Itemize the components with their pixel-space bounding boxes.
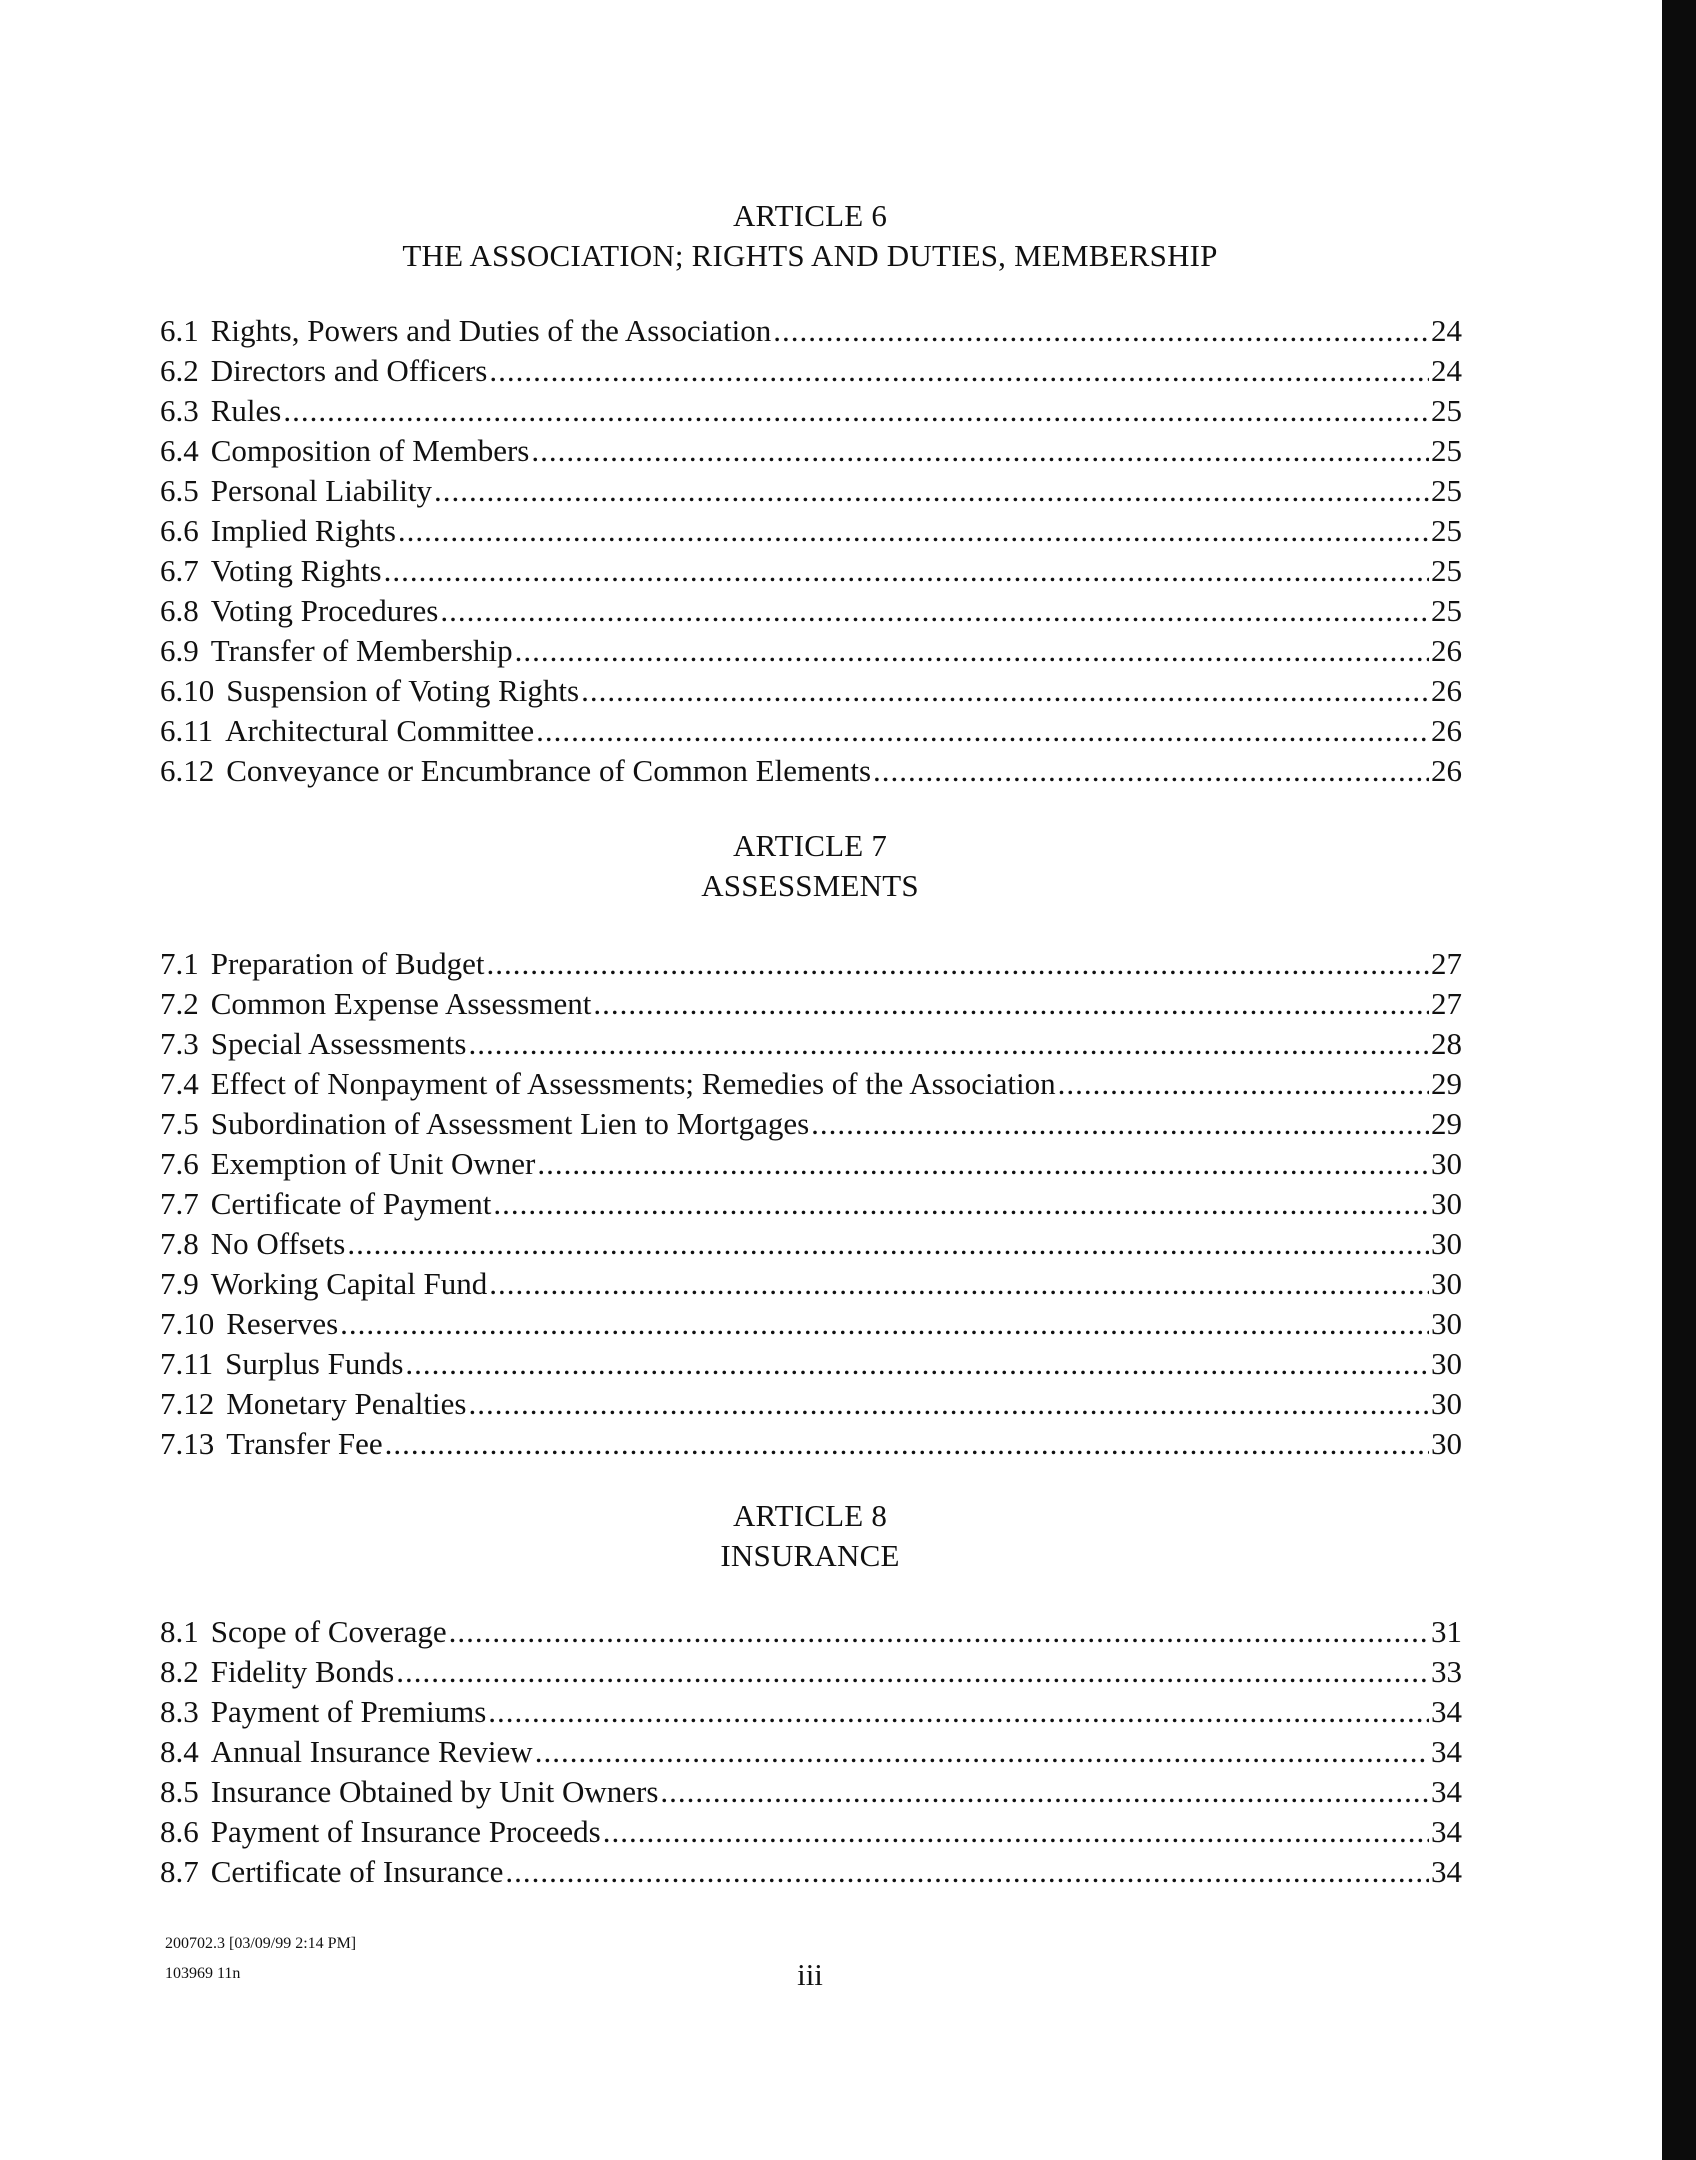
dot-leader [384, 551, 1429, 591]
article-7-subtitle: ASSESSMENTS [701, 868, 919, 903]
dot-leader [385, 1424, 1429, 1464]
toc-entry [160, 1384, 1462, 1424]
section-title: Transfer of Membership [210, 633, 513, 668]
dot-leader [468, 1384, 1429, 1424]
section-title: Surplus Funds [225, 1346, 404, 1381]
dot-leader [434, 471, 1429, 511]
dot-leader [488, 1692, 1429, 1732]
section-number: 7.4 [160, 1066, 199, 1101]
section-title: Certificate of Insurance [210, 1854, 504, 1889]
toc-entry [160, 431, 1462, 471]
section-title: Rights, Powers and Duties of the Association [210, 313, 772, 348]
article-8-title: ARTICLE 8 [732, 1498, 888, 1533]
section-number: 7.9 [160, 1266, 199, 1301]
article-6-subtitle: THE ASSOCIATION; RIGHTS AND DUTIES, MEMBERSHIP [402, 238, 1218, 273]
section-number: 7.6 [160, 1146, 199, 1181]
section-number: 8.6 [160, 1814, 199, 1849]
dot-leader [581, 671, 1429, 711]
section-title: Directors and Officers [210, 353, 488, 388]
dot-leader [811, 1104, 1429, 1144]
page-ref: 24 [1431, 353, 1462, 388]
section-number: 7.12 [160, 1386, 215, 1421]
dot-leader [283, 391, 1429, 431]
section-title: Architectural Committee [225, 713, 535, 748]
toc-entry [160, 944, 1462, 984]
section-title: Common Expense Assessment [210, 986, 592, 1021]
section-title: Preparation of Budget [210, 946, 485, 981]
section-number: 6.1 [160, 313, 199, 348]
toc-entry [160, 1184, 1462, 1224]
page-ref: 30 [1431, 1426, 1462, 1461]
section-title: Composition of Members [210, 433, 530, 468]
section-number: 8.1 [160, 1614, 199, 1649]
dot-leader [340, 1304, 1429, 1344]
page-ref: 33 [1431, 1654, 1462, 1689]
section-title: Payment of Insurance Proceeds [210, 1814, 601, 1849]
section-title: Personal Liability [210, 473, 433, 508]
toc-entry [160, 391, 1462, 431]
page-ref: 26 [1431, 713, 1462, 748]
section-number: 7.3 [160, 1026, 199, 1061]
section-number: 6.4 [160, 433, 199, 468]
toc-entry [160, 1424, 1462, 1464]
page-ref: 34 [1431, 1694, 1462, 1729]
toc-entry [160, 1224, 1462, 1264]
page-ref: 28 [1431, 1026, 1462, 1061]
dot-leader [347, 1224, 1429, 1264]
toc-entry [160, 1852, 1462, 1892]
section-number: 7.13 [160, 1426, 215, 1461]
section-number: 6.11 [160, 713, 214, 748]
page-ref: 29 [1431, 1106, 1462, 1141]
page-ref: 25 [1431, 593, 1462, 628]
dot-leader [536, 711, 1429, 751]
page-ref: 25 [1431, 513, 1462, 548]
article-7-title: ARTICLE 7 [732, 828, 888, 863]
section-number: 8.2 [160, 1654, 199, 1689]
page-number: iii [797, 1957, 823, 1992]
toc-entry [160, 351, 1462, 391]
section-title: Insurance Obtained by Unit Owners [210, 1774, 659, 1809]
section-title: Exemption of Unit Owner [210, 1146, 536, 1181]
page-ref: 34 [1431, 1734, 1462, 1769]
section-number: 6.8 [160, 593, 199, 628]
dot-leader [537, 1144, 1429, 1184]
dot-leader [396, 1652, 1429, 1692]
toc-entry [160, 1144, 1462, 1184]
dot-leader [493, 1184, 1429, 1224]
page-ref: 25 [1431, 433, 1462, 468]
section-number: 6.2 [160, 353, 199, 388]
section-title: Conveyance or Encumbrance of Common Elements [226, 753, 872, 788]
scan-edge-shadow [1662, 0, 1696, 2160]
section-title: Certificate of Payment [210, 1186, 492, 1221]
section-number: 7.7 [160, 1186, 199, 1221]
section-title: Implied Rights [210, 513, 396, 548]
page-ref: 30 [1431, 1386, 1462, 1421]
page-ref: 34 [1431, 1854, 1462, 1889]
dot-leader [449, 1612, 1429, 1652]
dot-leader [440, 591, 1429, 631]
page-ref: 25 [1431, 393, 1462, 428]
article-6-title: ARTICLE 6 [732, 198, 888, 233]
section-number: 8.4 [160, 1734, 199, 1769]
toc-entry [160, 1812, 1462, 1852]
page-ref: 24 [1431, 313, 1462, 348]
dot-leader [405, 1344, 1429, 1384]
toc-entry [160, 1732, 1462, 1772]
toc-entry [160, 511, 1462, 551]
dot-leader [489, 1264, 1429, 1304]
toc-entry [160, 1612, 1462, 1652]
dot-leader [873, 751, 1429, 791]
dot-leader [489, 351, 1429, 391]
section-number: 6.9 [160, 633, 199, 668]
section-title: Fidelity Bonds [210, 1654, 395, 1689]
dot-leader [398, 511, 1429, 551]
dot-leader [773, 311, 1429, 351]
toc-entry [160, 1692, 1462, 1732]
section-number: 8.5 [160, 1774, 199, 1809]
section-number: 7.2 [160, 986, 199, 1021]
toc-entry [160, 1064, 1462, 1104]
page-ref: 27 [1431, 986, 1462, 1021]
section-title: Payment of Premiums [210, 1694, 487, 1729]
section-number: 6.5 [160, 473, 199, 508]
section-title: Effect of Nonpayment of Assessments; Remedies of the Association [210, 1066, 1056, 1101]
section-title: Monetary Penalties [226, 1386, 467, 1421]
toc-entry [160, 551, 1462, 591]
section-title: Voting Rights [210, 553, 382, 588]
toc-entry [160, 1652, 1462, 1692]
section-number: 7.1 [160, 946, 199, 981]
section-number: 7.8 [160, 1226, 199, 1261]
page-ref: 27 [1431, 946, 1462, 981]
page-ref: 30 [1431, 1346, 1462, 1381]
section-title: Reserves [226, 1306, 339, 1341]
section-title: Suspension of Voting Rights [226, 673, 580, 708]
toc-entry [160, 751, 1462, 791]
section-title: No Offsets [210, 1226, 346, 1261]
dot-leader [535, 1732, 1429, 1772]
section-number: 6.12 [160, 753, 215, 788]
dot-leader [487, 944, 1429, 984]
page-ref: 29 [1431, 1066, 1462, 1101]
dot-leader [1058, 1064, 1429, 1104]
section-number: 7.5 [160, 1106, 199, 1141]
dot-leader [593, 984, 1429, 1024]
page-ref: 34 [1431, 1814, 1462, 1849]
page-ref: 25 [1431, 553, 1462, 588]
toc-entry [160, 711, 1462, 751]
section-number: 6.7 [160, 553, 199, 588]
dot-leader [505, 1852, 1429, 1892]
section-title: Transfer Fee [226, 1426, 383, 1461]
section-title: Working Capital Fund [210, 1266, 488, 1301]
toc-entry [160, 591, 1462, 631]
toc-entry [160, 471, 1462, 511]
toc-entry [160, 1344, 1462, 1384]
page-ref: 26 [1431, 633, 1462, 668]
toc-entry [160, 1264, 1462, 1304]
page-ref: 31 [1431, 1614, 1462, 1649]
dot-leader [660, 1772, 1429, 1812]
section-number: 8.7 [160, 1854, 199, 1889]
page-ref: 34 [1431, 1774, 1462, 1809]
page-ref: 26 [1431, 673, 1462, 708]
section-number: 7.11 [160, 1346, 214, 1381]
toc-entry [160, 311, 1462, 351]
page-ref: 30 [1431, 1306, 1462, 1341]
page-ref: 30 [1431, 1146, 1462, 1181]
section-number: 6.3 [160, 393, 199, 428]
section-number: 6.10 [160, 673, 215, 708]
toc-entry [160, 631, 1462, 671]
footer-doc-code: 200702.3 [03/09/99 2:14 PM] [165, 1935, 357, 1952]
section-title: Annual Insurance Review [210, 1734, 533, 1769]
page-ref: 30 [1431, 1266, 1462, 1301]
article-8-subtitle: INSURANCE [720, 1538, 900, 1573]
toc-entry [160, 671, 1462, 711]
dot-leader [469, 1024, 1430, 1064]
page-ref: 30 [1431, 1186, 1462, 1221]
section-number: 6.6 [160, 513, 199, 548]
section-title: Rules [210, 393, 282, 428]
toc-entry [160, 1024, 1462, 1064]
page-ref: 30 [1431, 1226, 1462, 1261]
section-title: Scope of Coverage [210, 1614, 447, 1649]
toc-entry [160, 1104, 1462, 1144]
page-ref: 26 [1431, 753, 1462, 788]
page-ref: 25 [1431, 473, 1462, 508]
footer-file-code: 103969 11n [165, 1965, 241, 1982]
dot-leader [603, 1812, 1429, 1852]
section-title: Voting Procedures [210, 593, 439, 628]
section-number: 8.3 [160, 1694, 199, 1729]
section-number: 7.10 [160, 1306, 215, 1341]
toc-entry [160, 1772, 1462, 1812]
section-title: Special Assessments [210, 1026, 467, 1061]
toc-entry [160, 984, 1462, 1024]
toc-entry [160, 1304, 1462, 1344]
dot-leader [531, 431, 1429, 471]
dot-leader [515, 631, 1429, 671]
section-title: Subordination of Assessment Lien to Mortgages [210, 1106, 810, 1141]
